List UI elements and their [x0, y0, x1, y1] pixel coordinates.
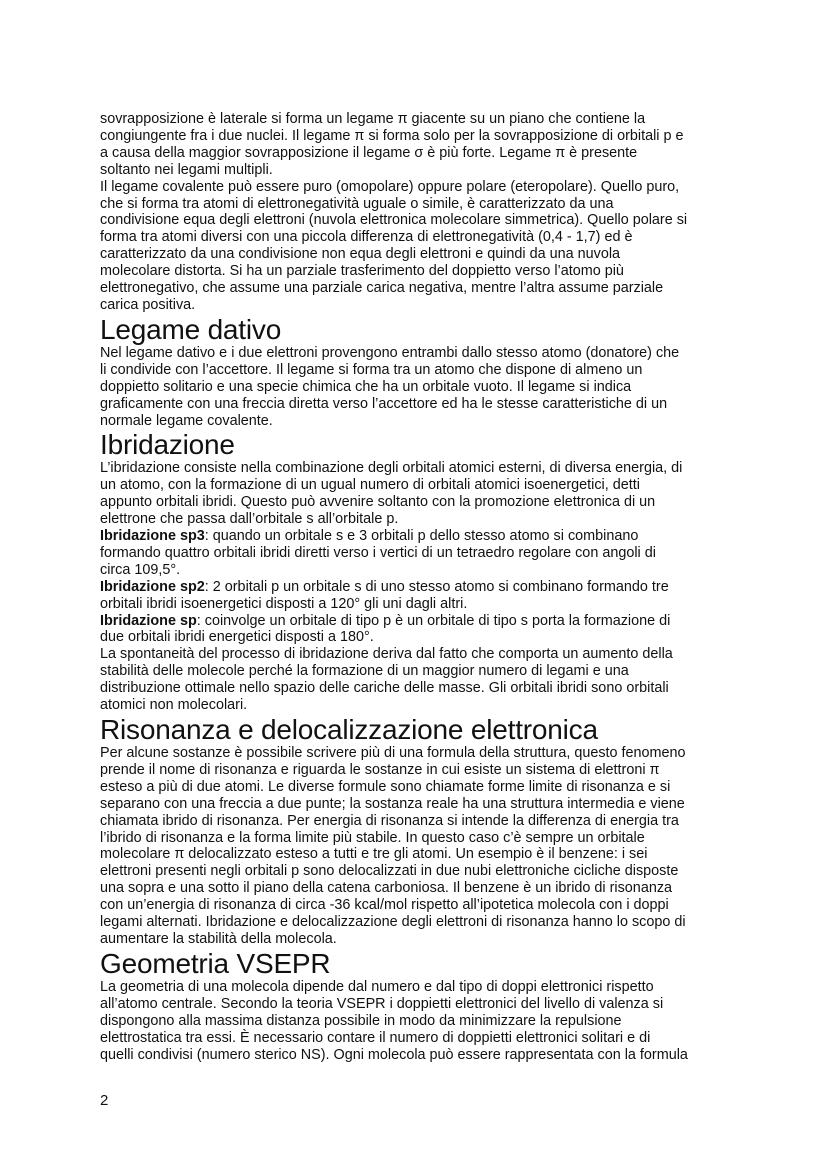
paragraph: [100, 111, 740, 314]
text-line: l’ibrido di risonanza e la forma limite più stabile. In questo caso c’è sempre un orbitale: [100, 829, 645, 846]
text-line: prende il nome di risonanza e riguarda le sostanze in cui esiste un sistema di elettroni π: [100, 761, 660, 778]
text-line: due orbitali ibridi energetici disposti a 180°.: [100, 629, 374, 646]
text-line: aumentare la stabilità della molecola.: [100, 930, 337, 947]
section-heading: Ibridazione: [100, 429, 235, 461]
bold-term: Ibridazione sp: [100, 612, 197, 629]
text-line: elettrostatica tra essi. È necessario contare il numero di doppietti elettronici solitari e di: [100, 1029, 651, 1046]
text-line: [100, 579, 740, 596]
text-line: molecolare π delocalizzato esteso a tutti e tre gli atomi. Un esempio è il benzene: i sei: [100, 846, 648, 863]
text-line: all’atomo centrale. Secondo la teoria VSEPR i doppietti elettronici del livello di valenza si: [100, 995, 664, 1012]
section-heading: Legame dativo: [100, 313, 282, 345]
text-line: Per alcune sostanze è possibile scrivere più di una formula della struttura, questo fenomeno: [100, 745, 686, 761]
text-line: forma tra atomi diversi con una piccola differenza di elettronegatività (0,4 - 1,7) ed è: [100, 229, 633, 246]
text-line: molecolare distorta. Si ha un parziale trasferimento del doppietto verso l’atomo più: [100, 263, 624, 280]
text-line: [100, 613, 740, 630]
text-line: normale legame covalente.: [100, 412, 273, 429]
text-line: graficamente con una freccia diretta verso l’accettore ed ha le stesse caratteristiche di un: [100, 395, 668, 412]
text-line: appunto orbitali ibridi. Questo può avvenire soltanto con la promozione elettronica di un: [100, 494, 656, 511]
bold-term: Ibridazione sp3: [100, 528, 205, 545]
section-heading: Geometria VSEPR: [100, 947, 331, 979]
term-description: : 2 orbitali p un orbitale s di uno stesso atomo si combinano formando tre: [204, 578, 669, 595]
text-line: Nel legame dativo e i due elettroni provengono entrambi dallo stesso atomo (donatore) che: [100, 344, 680, 361]
text-line: stabilità delle molecole perché la formazione di un maggior numero di legami e una: [100, 663, 629, 680]
paragraph: [100, 460, 740, 714]
text-line: elettrone che passa dall’orbitale s all’orbitale p.: [100, 511, 399, 528]
text-line: chiamata ibrido di risonanza. Per energia di risonanza si intende la differenza di energia tra: [100, 812, 679, 829]
text-line: elettronegativo, che assume una parziale carica negativa, mentre l’altra assume parziale: [100, 280, 664, 297]
text-line: congiungente fra i due nuclei. Il legame π si forma solo per la sovrapposizione di orbitali p e: [100, 127, 684, 144]
text-line: a causa della maggior sovrapposizione il legame σ è più forte. Legame π è presente: [100, 144, 638, 161]
text-line: La spontaneità del processo di ibridazione deriva dal fatto che comporta un aumento della: [100, 646, 673, 663]
text-line: una sopra e una sotto il piano della catena carboniosa. Il benzene è un ibrido di risonanza: [100, 880, 673, 897]
text-line: distribuzione ottimale nello spazio delle cariche delle masse. Gli orbitali ibridi sono orbitali: [100, 680, 669, 697]
text-line: orbitali ibridi isoenergetici disposti a 120° gli uni dagli altri.: [100, 595, 468, 612]
text-line: La geometria di una molecola dipende dal numero e dal tipo di doppi elettronici rispetto: [100, 978, 654, 995]
text-line: soltanto nei legami multipli.: [100, 161, 273, 178]
term-description: : coinvolge un orbitale di tipo p è un orbitale di tipo s porta la formazione di: [196, 612, 671, 629]
text-line: li condivide con l’accettore. Il legame si forma tra un atomo che dispone di almeno un: [100, 361, 643, 378]
page-content: [100, 111, 740, 1063]
text-line: condivisione equa degli elettroni (nuvola elettronica molecolare simmetrica). Quello polare si: [100, 212, 688, 229]
text-line: caratterizzato da una condivisione non equa degli elettroni e quindi da una nuvola: [100, 246, 621, 263]
text-line: che si forma tra atomi di elettronegatività uguale o simile, è caratterizzato da una: [100, 195, 614, 212]
section-heading: Risonanza e delocalizzazione elettronica: [100, 714, 598, 745]
text-line: legami alternati. Ibridazione e delocalizzazione degli elettroni di risonanza hanno lo scopo di: [100, 914, 686, 931]
text-line: Il legame covalente può essere puro (omopolare) oppure polare (eteropolare). Quello puro,: [100, 178, 680, 195]
text-line: quelli condivisi (numero sterico NS). Ogni molecola può essere rappresentata con la formula: [100, 1046, 688, 1063]
text-line: dispongono alla massima distanza possibile in modo da minimizzare la repulsione: [100, 1012, 622, 1029]
text-line: L’ibridazione consiste nella combinazione degli orbitali atomici esterni, di diversa energia, di: [100, 460, 683, 477]
paragraph: [100, 745, 740, 948]
term-description: : quando un orbitale s e 3 orbitali p dello stesso atomo si combinano: [204, 528, 639, 545]
paragraph: [100, 345, 740, 430]
text-line: carica positiva.: [100, 296, 196, 313]
text-line: con un’energia di risonanza di circa -36 kcal/mol rispetto all’ipotetica molecola con i doppi: [100, 897, 669, 914]
text-line: esteso a più di due atomi. Le diverse formule sono chiamate forme limite di risonanza e si: [100, 778, 671, 795]
page-number: 2: [100, 1092, 109, 1109]
text-line: formando quattro orbitali ibridi diretti verso i vertici di un tetraedro regolare con angoli di: [100, 544, 656, 561]
text-line: [100, 528, 740, 545]
text-line: atomici non molecolari.: [100, 697, 248, 714]
paragraph: [100, 979, 740, 1064]
text-line: elettroni presenti negli orbitali p sono delocalizzati in due nubi elettroniche cicliche disposte: [100, 863, 679, 880]
text-line: sovrapposizione è laterale si forma un legame π giacente su un piano che contiene la: [100, 111, 646, 127]
text-line: doppietto solitario e una specie chimica che ha un orbitale vuoto. Il legame si indica: [100, 378, 632, 395]
text-line: un atomo, con la formazione di un ugual numero di orbitali atomici isoenergetici, detti: [100, 477, 640, 494]
text-line: circa 109,5°.: [100, 561, 181, 578]
text-line: separano con una freccia a due punte; la sostanza reale ha una struttura intermedia e viene: [100, 795, 685, 812]
bold-term: Ibridazione sp2: [100, 578, 205, 595]
